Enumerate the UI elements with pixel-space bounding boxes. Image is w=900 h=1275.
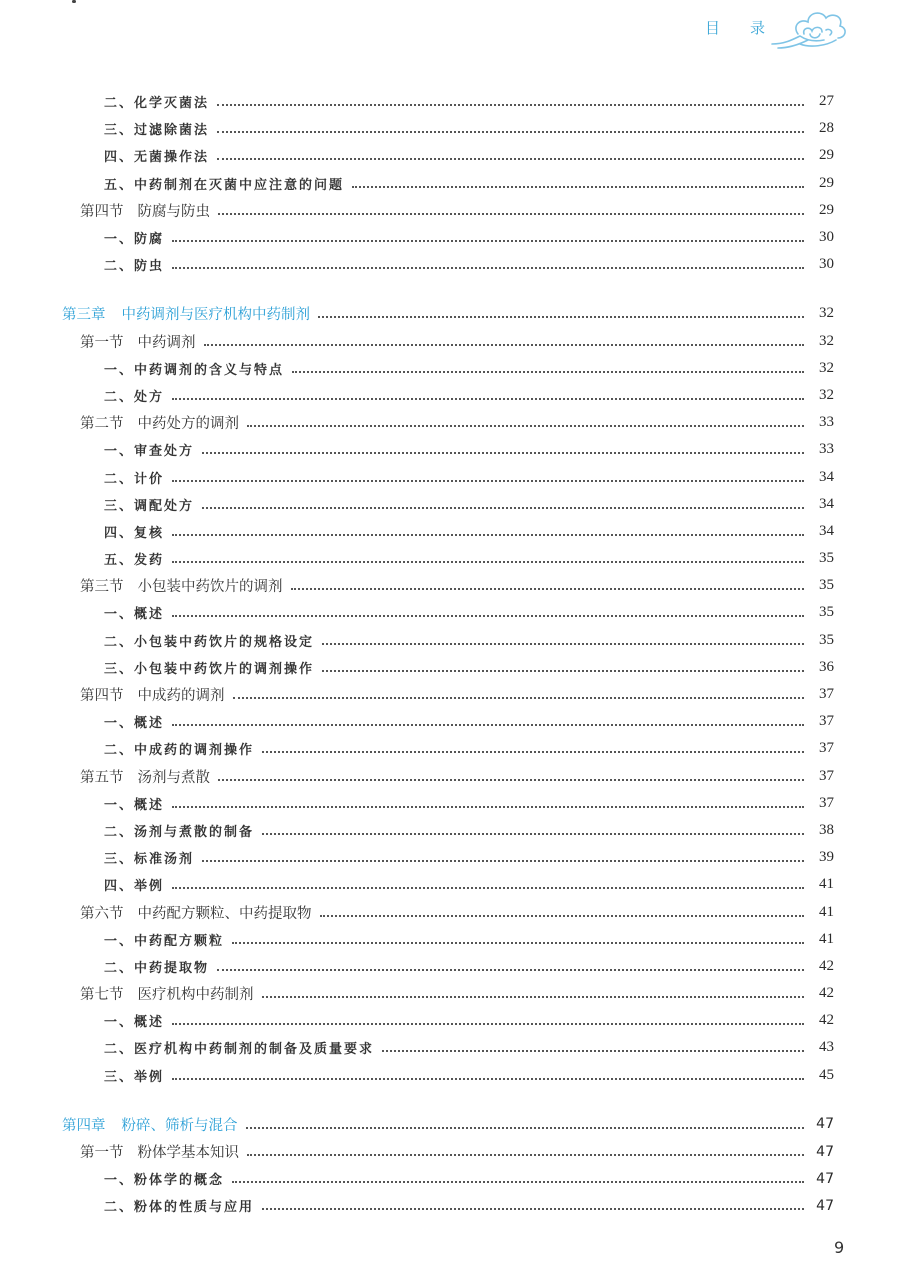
toc-entry[interactable]: [62, 491, 834, 518]
toc-section[interactable]: [62, 572, 834, 599]
toc-entry[interactable]: [62, 518, 834, 545]
table-of-contents: [62, 88, 834, 1220]
toc-section[interactable]: [62, 681, 834, 708]
toc-section[interactable]: [62, 898, 834, 925]
toc-entry-page: 47: [816, 1116, 834, 1133]
cloud-ornament-icon: [770, 4, 860, 54]
toc-chapter-title: [62, 1114, 242, 1135]
toc-section[interactable]: [62, 409, 834, 436]
toc-section[interactable]: [62, 197, 834, 224]
toc-entry-title: 一、概述: [62, 712, 168, 731]
toc-entry-title: 三、调配处方: [62, 495, 198, 514]
toc-section-title: [62, 1141, 243, 1162]
toc-entry-page: 41: [819, 903, 834, 920]
chapter-number: 第四章: [62, 1117, 106, 1134]
toc-entry-title: 一、粉体学的概念: [62, 1169, 228, 1188]
dot-leader: [172, 1077, 804, 1080]
toc-entry[interactable]: [62, 463, 834, 490]
toc-entry[interactable]: [62, 871, 834, 898]
dot-leader: [172, 479, 804, 482]
toc-entry-page: 28: [819, 120, 834, 137]
section-name: 中成药的调剂: [137, 688, 225, 705]
toc-entry-title: 一、概述: [62, 603, 168, 622]
toc-entry-title: 三、过滤除菌法: [62, 119, 213, 138]
dot-leader: [172, 1022, 804, 1025]
toc-entry-title: 二、粉体的性质与应用: [62, 1196, 258, 1215]
toc-entry[interactable]: [62, 953, 834, 980]
toc-section-title: [62, 902, 316, 923]
toc-section[interactable]: [62, 763, 834, 790]
chapter-name: 中药调剂与医疗机构中药制剂: [121, 307, 310, 324]
toc-entry-page: 34: [819, 522, 834, 539]
toc-entry-title: 四、举例: [62, 875, 168, 894]
toc-entry[interactable]: [62, 88, 834, 115]
toc-entry-page: 34: [819, 495, 834, 512]
toc-entry-page: 37: [819, 686, 834, 703]
toc-entry-page: 35: [819, 631, 834, 648]
toc-section[interactable]: [62, 1138, 834, 1165]
dot-leader: [262, 832, 804, 835]
dot-leader: [172, 614, 804, 617]
toc-entry-page: 30: [819, 256, 834, 273]
toc-section-title: [62, 983, 258, 1004]
toc-entry-page: 39: [819, 849, 834, 866]
dot-leader: [247, 424, 804, 427]
dot-leader: [232, 941, 804, 944]
toc-entry-page: 35: [819, 550, 834, 567]
dot-leader: [246, 1126, 805, 1129]
dot-leader: [262, 995, 805, 998]
toc-entry-page: 32: [819, 359, 834, 376]
toc-entry-page: 32: [819, 305, 834, 322]
toc-entry-page: 29: [819, 201, 834, 218]
header-title-char-1: 目: [705, 19, 721, 37]
chapter-name: 粉碎、筛析与混合: [121, 1117, 238, 1134]
toc-section-title: [62, 766, 214, 787]
toc-entry-page: 42: [819, 1012, 834, 1029]
dot-leader: [217, 157, 804, 160]
toc-entry-page: 47: [816, 1143, 834, 1160]
toc-entry-page: 37: [819, 767, 834, 784]
toc-chapter-title: [62, 303, 314, 324]
toc-entry-title: 二、防虫: [62, 255, 168, 274]
dot-leader: [352, 185, 804, 188]
toc-section-title: [62, 200, 214, 221]
toc-entry-page: 37: [819, 713, 834, 730]
toc-entry-page: 32: [819, 386, 834, 403]
toc-section-title: [62, 575, 287, 596]
dot-leader: [262, 1207, 804, 1210]
toc-section-title: [62, 331, 200, 352]
toc-entry-page: 41: [819, 876, 834, 893]
dot-leader: [318, 315, 804, 318]
toc-entry[interactable]: [62, 1165, 834, 1192]
toc-entry[interactable]: [62, 115, 834, 142]
section-number: 第四节: [80, 688, 124, 705]
toc-entry-page: 29: [819, 147, 834, 164]
dot-leader: [247, 1153, 804, 1156]
toc-entry-page: 47: [816, 1197, 834, 1214]
toc-entry[interactable]: [62, 1034, 834, 1061]
dot-leader: [262, 750, 804, 753]
toc-entry[interactable]: [62, 627, 834, 654]
toc-entry-page: 43: [819, 1039, 834, 1056]
toc-entry-page: 33: [819, 441, 834, 458]
dot-leader: [322, 669, 804, 672]
toc-entry-page: 34: [819, 468, 834, 485]
toc-entry[interactable]: [62, 142, 834, 169]
toc-entry-page: 27: [819, 93, 834, 110]
section-name: 粉体学基本知识: [137, 1145, 239, 1162]
dot-leader: [233, 696, 805, 699]
page-number: 9: [834, 1238, 845, 1257]
dot-leader: [292, 370, 804, 373]
chapter-gap: [62, 1089, 834, 1111]
dot-leader: [172, 723, 804, 726]
chapter-gap: [62, 278, 834, 300]
toc-entry-title: 五、发药: [62, 549, 168, 568]
section-name: 中药配方颗粒、中药提取物: [137, 905, 312, 922]
dot-leader: [202, 506, 804, 509]
dot-leader: [320, 914, 805, 917]
toc-entry-page: 36: [819, 658, 834, 675]
section-number: 第三节: [80, 579, 124, 596]
toc-entry[interactable]: [62, 1062, 834, 1089]
toc-entry[interactable]: [62, 599, 834, 626]
dot-leader: [382, 1049, 804, 1052]
toc-entry-title: 四、复核: [62, 522, 168, 541]
section-number: 第六节: [80, 905, 124, 922]
dot-leader: [172, 397, 804, 400]
toc-entry-title: 三、小包装中药饮片的调剂操作: [62, 658, 318, 677]
toc-entry-title: 一、概述: [62, 794, 168, 813]
dot-leader: [217, 130, 804, 133]
toc-entry-page: 32: [819, 332, 834, 349]
toc-entry-title: 五、中药制剂在灭菌中应注意的问题: [62, 174, 348, 193]
toc-chapter[interactable]: [62, 1111, 834, 1138]
toc-entry-title: 二、计价: [62, 468, 168, 487]
toc-entry-title: 二、化学灭菌法: [62, 92, 213, 111]
toc-entry[interactable]: [62, 382, 834, 409]
dot-leader: [172, 266, 804, 269]
dot-leader: [204, 343, 805, 346]
toc-entry-page: 33: [819, 414, 834, 431]
toc-entry-page: 42: [819, 985, 834, 1002]
section-number: 第七节: [80, 987, 124, 1004]
section-name: 中药调剂: [137, 334, 196, 351]
toc-entry-page: 45: [819, 1066, 834, 1083]
toc-entry-page: 35: [819, 604, 834, 621]
section-name: 医疗机构中药制剂: [137, 987, 254, 1004]
dot-leader: [202, 859, 804, 862]
toc-entry[interactable]: [62, 926, 834, 953]
toc-entry[interactable]: [62, 844, 834, 871]
section-name: 防腐与防虫: [137, 203, 210, 220]
dot-leader: [202, 451, 804, 454]
toc-entry-title: 二、中药提取物: [62, 957, 213, 976]
section-number: 第一节: [80, 334, 124, 351]
dot-leader: [172, 533, 804, 536]
toc-entry[interactable]: [62, 170, 834, 197]
dot-leader: [172, 560, 804, 563]
toc-entry[interactable]: [62, 545, 834, 572]
toc-entry-page: 37: [819, 740, 834, 757]
toc-entry-page: 47: [816, 1170, 834, 1187]
toc-entry[interactable]: [62, 1192, 834, 1219]
toc-entry-title: 一、中药调剂的含义与特点: [62, 359, 288, 378]
toc-entry-page: 29: [819, 174, 834, 191]
toc-entry-title: 二、处方: [62, 386, 168, 405]
toc-entry-page: 41: [819, 930, 834, 947]
section-number: 第五节: [80, 769, 124, 786]
dot-leader: [172, 886, 804, 889]
section-name: 汤剂与煮散: [137, 769, 210, 786]
toc-entry[interactable]: [62, 817, 834, 844]
dot-leader: [291, 587, 805, 590]
toc-entry-title: 二、医疗机构中药制剂的制备及质量要求: [62, 1038, 378, 1057]
toc-entry-title: 三、举例: [62, 1066, 168, 1085]
toc-section-title: [62, 684, 229, 705]
dot-leader: [172, 239, 804, 242]
toc-entry-title: 一、防腐: [62, 228, 168, 247]
toc-section-title: [62, 412, 243, 433]
toc-entry-title: 二、小包装中药饮片的规格设定: [62, 631, 318, 650]
header-title-char-2: 录: [750, 19, 766, 37]
toc-entry-title: 二、中成药的调剂操作: [62, 739, 258, 758]
toc-entry[interactable]: [62, 1007, 834, 1034]
toc-chapter[interactable]: [62, 300, 834, 327]
toc-entry-title: 二、汤剂与煮散的制备: [62, 821, 258, 840]
toc-entry[interactable]: [62, 224, 834, 251]
toc-entry[interactable]: [62, 251, 834, 278]
toc-entry-page: 38: [819, 821, 834, 838]
toc-entry-page: 42: [819, 957, 834, 974]
toc-entry[interactable]: [62, 654, 834, 681]
section-number: 第一节: [80, 1145, 124, 1162]
dot-leader: [217, 103, 804, 106]
toc-entry-title: 四、无菌操作法: [62, 146, 213, 165]
toc-section[interactable]: [62, 980, 834, 1007]
section-name: 中药处方的调剂: [137, 416, 239, 433]
section-number: 第二节: [80, 416, 124, 433]
toc-entry-page: 35: [819, 577, 834, 594]
toc-entry[interactable]: [62, 436, 834, 463]
toc-entry[interactable]: [62, 355, 834, 382]
toc-entry-title: 一、中药配方颗粒: [62, 930, 228, 949]
toc-entry-page: 30: [819, 229, 834, 246]
toc-section[interactable]: [62, 328, 834, 355]
dot-leader: [322, 642, 804, 645]
dot-leader: [232, 1180, 804, 1183]
dot-leader: [218, 212, 804, 215]
toc-entry[interactable]: [62, 708, 834, 735]
toc-entry[interactable]: [62, 735, 834, 762]
dot-leader: [218, 778, 804, 781]
toc-entry-title: 三、标准汤剂: [62, 848, 198, 867]
section-number: 第四节: [80, 203, 124, 220]
toc-entry[interactable]: [62, 790, 834, 817]
dot-leader: [172, 805, 804, 808]
toc-entry-title: 一、概述: [62, 1011, 168, 1030]
header-title: [705, 17, 765, 38]
toc-entry-page: 37: [819, 794, 834, 811]
page-header: [0, 0, 900, 60]
dot-leader: [217, 968, 804, 971]
toc-entry-title: 一、审查处方: [62, 440, 198, 459]
section-name: 小包装中药饮片的调剂: [137, 579, 283, 596]
chapter-number: 第三章: [62, 307, 106, 324]
